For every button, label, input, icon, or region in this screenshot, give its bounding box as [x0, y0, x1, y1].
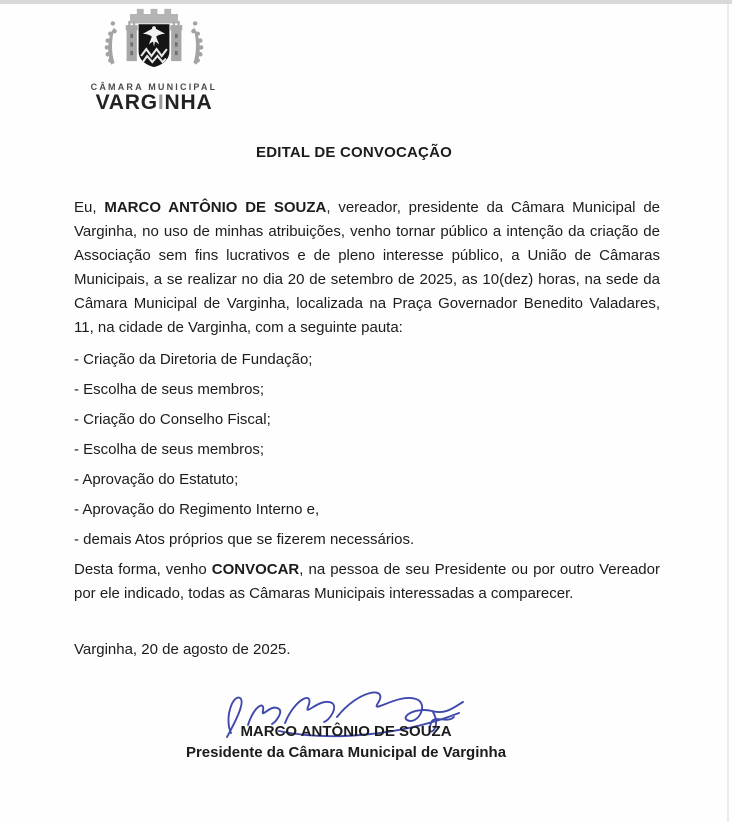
org-name: [88, 92, 220, 114]
convocar-emphasis: CONVOCAR: [211, 561, 300, 578]
intro-seg3: , vereador, presidente da Câmara Municipal de Varginha, no uso de minhas atribuições, venho tornar público a intenção da criação de Associação sem fins lucrativos e de pleno interesse público, a União de Câmaras Municipais, a se realizar no dia 20 de setembro de 2025, as 10(dez) horas, na sede da Câmara Municipal de Varginha, localizada na Praça Governador Benedito Valadares, 11, na cidade de Varginha, com a seguinte pauta:: [74, 199, 661, 336]
agenda-item: - Aprovação do Regimento Interno e,: [74, 501, 320, 518]
scan-top-edge: [0, 0, 732, 4]
agenda-item: - Escolha de seus membros;: [74, 381, 265, 398]
agenda-item: - Criação da Diretoria de Fundação;: [74, 351, 313, 368]
agenda-item: - demais Atos próprios que se fizerem necessários.: [74, 531, 415, 548]
intro-paragraph: [74, 196, 660, 340]
signature-block: [0, 686, 712, 761]
signatory-role: Presidente da Câmara Municipal de Varginha: [185, 744, 507, 761]
agenda-item: - Aprovação do Estatuto;: [74, 471, 239, 488]
signatory-name: MARCO ANTÔNIO DE SOUZA: [240, 723, 452, 740]
document-title: EDITAL DE CONVOCAÇÃO: [256, 144, 452, 161]
scan-right-edge: [727, 4, 729, 822]
closing-seg1: Desta forma, venho: [74, 561, 212, 578]
agenda-item: - Criação do Conselho Fiscal;: [74, 411, 271, 428]
org-name-part2: NHA: [164, 91, 213, 114]
agenda-item: - Escolha de seus membros;: [74, 441, 265, 458]
closing-paragraph: [74, 558, 660, 606]
org-line: CÂMARA MUNICIPAL: [90, 82, 218, 92]
org-name-accent: I: [157, 91, 165, 114]
closing-seg3: , na pessoa de seu Presidente ou por outro Vereador por ele indicado, todas as Câmaras Municipais interessadas a comparecer.: [74, 561, 660, 602]
coat-of-arms-icon: [102, 8, 206, 80]
letterhead: [88, 8, 220, 114]
org-name-part1: VARG: [95, 91, 158, 114]
date-line: Varginha, 20 de agosto de 2025.: [74, 641, 291, 658]
agenda-list: [74, 348, 660, 552]
intro-seg1: Eu,: [74, 199, 105, 216]
document-body: [74, 196, 660, 662]
signatory-name-inline: MARCO ANTÔNIO DE SOUZA: [104, 199, 327, 216]
